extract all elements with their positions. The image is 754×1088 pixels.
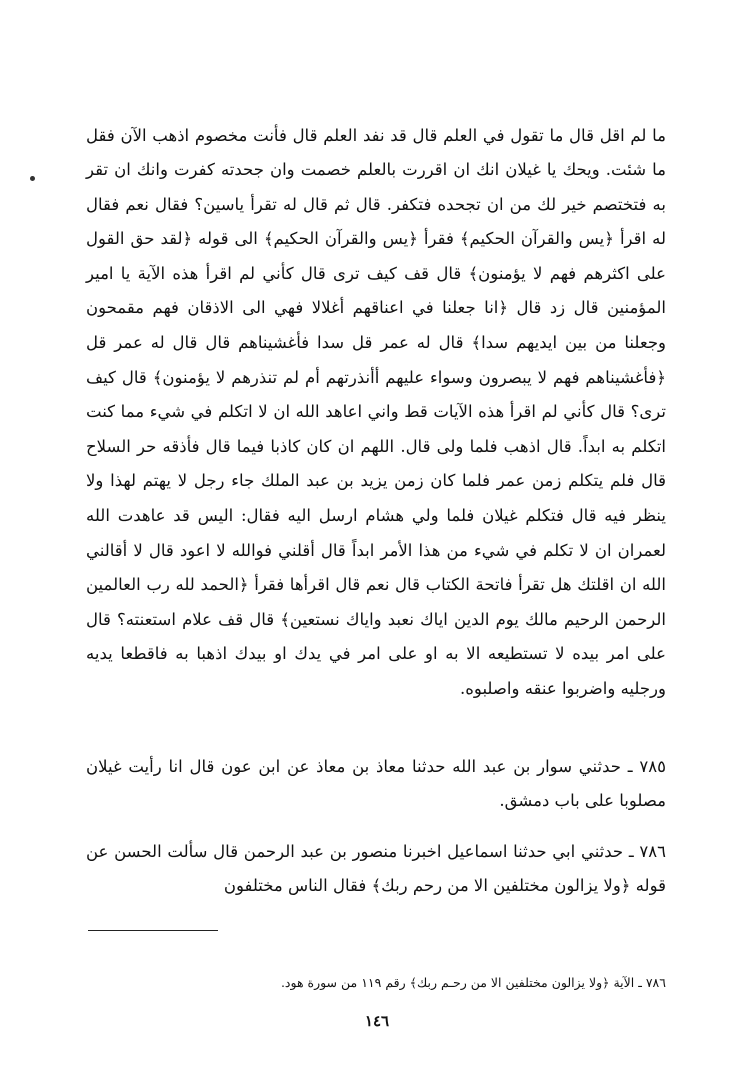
main-paragraph: ما لم اقل قال ما تقول في العلم قال قد نفد العلم قال فأنت مخصوم اذهب الآن فقل ما شئت. ويحك يا غيلان انك ان اقررت بالعلم خصمت وان جحدته كفرت وانك ان تقر به فتختصم خير لك من ان تجحده فتكفر. قال ثم قال له تقرأ ياسين؟ فقال نعم فقال له اقرأ ﴿يس والقرآن الحكيم﴾ فقرأ ﴿يس والقرآن الحكيم﴾ الى قوله ﴿لقد حق القول على اكثرهم فهم لا يؤمنون﴾ قال قف كيف ترى قال كأني لم اقرأ هذه الآية يا امير المؤمنين قال زد قال ﴿انا جعلنا في اعناقهم أغلالا فهي الى الاذقان فهم مقمحون وجعلنا من بين ايديهم سدا﴾ قال له عمر قل سدا فأغشيناهم قال قال له عمر قل ﴿فأغشيناهم فهم لا يبصرون وسواء عليهم أأنذرتهم أم لم تنذرهم لا يؤمنون﴾ قال كيف ترى؟ قال كأني لم اقرأ هذه الآيات قط واني اعاهد الله ان لا اتكلم في شيء مما كنت اتكلم به ابداً. قال اذهب فلما ولى قال. اللهم ان كان كاذبا فيما قال فأذقه حر السلاح قال فلم يتكلم زمن عمر فلما كان زمن يزيد بن عبد الملك جاء رجل لا يهتم لهذا ولا ينظر فيه قال فتكلم غيلان فلما ولي هشام ارسل اليه فقال: اليس قد عاهدت الله لعمران ان لا تكلم في شيء من هذا الأمر ابداً قال أقلني فوالله لا اعود قال لا أقالني الله ان اقلتك هل تقرأ فاتحة الكتاب قال نعم قال اقرأها فقرأ ﴿الحمد لله رب العالمين الرحمن الرحيم مالك يوم الدين اياك نعبد واياك نستعين﴾ قال قف علام استعنته؟ قال على امر بيده لا تستطيعه الا به او على امر في يدك او بيدك اذهبا به فاقطعا يديه ورجليه واضربوا عنقه واصلبوه. [86,125,666,698]
page-number: ١٤٦ [364,1012,390,1030]
margin-mark [30,176,35,181]
paragraph-785: ٧٨٥ ـ حدثني سوار بن عبد الله حدثنا معاذ بن معاذ عن ابن عون قال انا رأيت غيلان مصلوبا على باب دمشق. [86,756,666,811]
footnote: ٧٨٦ ـ الآية ﴿ولا يزالون مختلفين الا من رحـم ربك﴾ رقم ١١٩ من سورة هود. [280,974,666,990]
footnote-divider [88,930,218,931]
paragraph-786: ٧٨٦ ـ حدثني ابي حدثنا اسماعيل اخبرنا منصور بن عبد الرحمن قال سألت الحسن عن قوله ﴿ولا يزالون مختلفين الا من رحم ربك﴾ فقال الناس مختلفون [86,841,666,896]
